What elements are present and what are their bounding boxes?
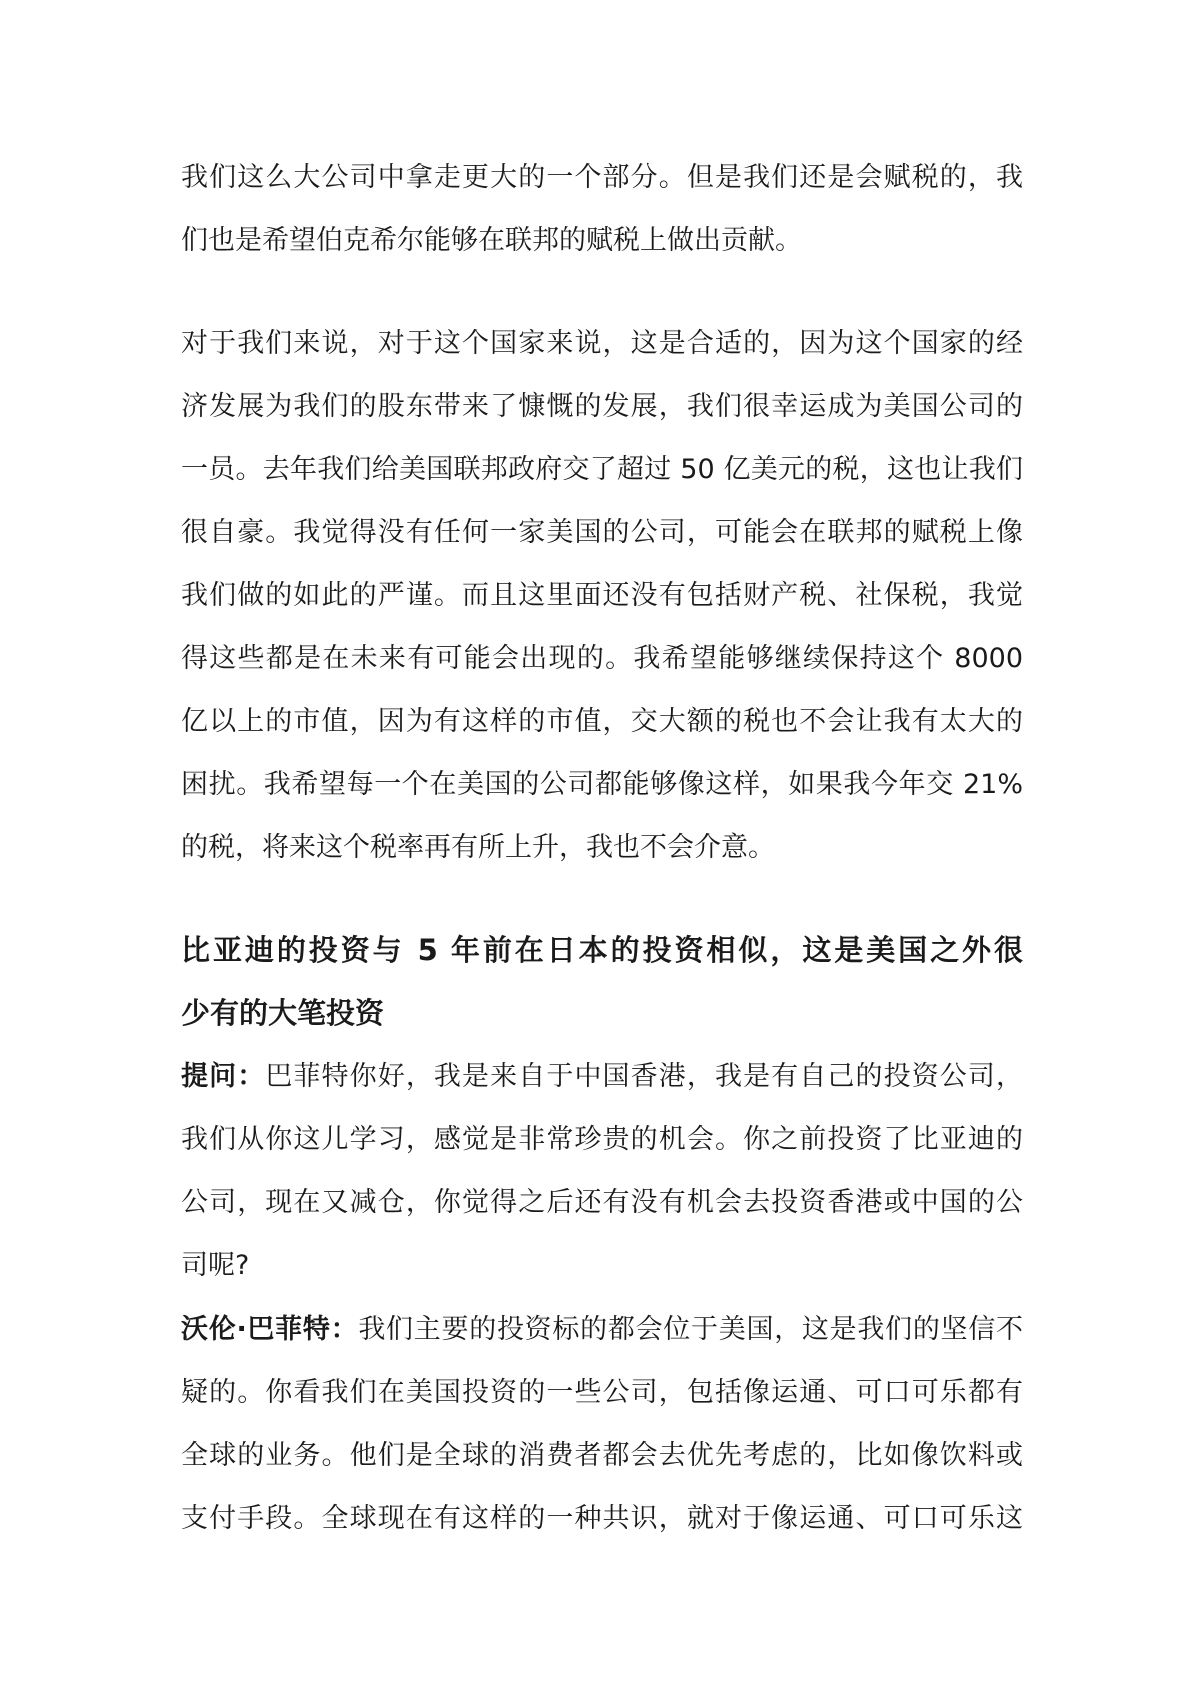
paragraph-line: 困扰。我希望每一个在美国的公司都能够像这样，如果我今年交 21%: [181, 769, 1023, 800]
section-heading: 少有的大笔投资: [181, 996, 385, 1030]
paragraph-line: 的税，将来这个税率再有所上升，我也不会介意。: [181, 832, 775, 863]
answer-line: 疑的。你看我们在美国投资的一些公司，包括像运通、可口可乐都有: [181, 1377, 1023, 1408]
question-line: 司呢?: [181, 1250, 250, 1281]
paragraph-line: 很自豪。我觉得没有任何一家美国的公司，可能会在联邦的赋税上像: [181, 517, 1023, 548]
speaker-label: 沃伦·巴菲特：: [181, 1314, 359, 1345]
question-text: 巴菲特你好，我是来自于中国香港，我是有自己的投资公司，: [265, 1061, 1024, 1092]
paragraph-line: 对于我们来说，对于这个国家来说，这是合适的，因为这个国家的经: [181, 328, 1023, 359]
paragraph-line: 们也是希望伯克希尔能够在联邦的赋税上做出贡献。: [181, 225, 802, 256]
paragraph-line: 我们做的如此的严谨。而且这里面还没有包括财产税、社保税，我觉: [181, 580, 1023, 611]
section-heading: 比亚迪的投资与 5 年前在日本的投资相似，这是美国之外很: [181, 933, 1023, 967]
question-line: 公司，现在又减仓，你觉得之后还有没有机会去投资香港或中国的公: [181, 1187, 1023, 1218]
paragraph-line: 我们这么大公司中拿走更大的一个部分。但是我们还是会赋税的，我: [181, 162, 1023, 193]
answer-line: 支付手段。全球现在有这样的一种共识，就对于像运通、可口可乐这: [181, 1503, 1023, 1534]
paragraph-line: 济发展为我们的股东带来了慷慨的发展，我们很幸运成为美国公司的: [181, 391, 1023, 422]
question-line: 我们从你这儿学习，感觉是非常珍贵的机会。你之前投资了比亚迪的: [181, 1124, 1023, 1155]
paragraph-line: 一员。去年我们给美国联邦政府交了超过 50 亿美元的税，这也让我们: [181, 454, 1023, 485]
answer-text: 我们主要的投资标的都会位于美国，这是我们的坚信不: [358, 1314, 1023, 1345]
speaker-label: 提问：: [181, 1061, 266, 1092]
answer-line: [181, 1310, 1023, 1350]
paragraph-line: 得这些都是在未来有可能会出现的。我希望能够继续保持这个 8000: [181, 643, 1023, 674]
paragraph-line: 亿以上的市值，因为有这样的市值，交大额的税也不会让我有太大的: [181, 706, 1023, 737]
question-line: [181, 1057, 1023, 1097]
answer-line: 全球的业务。他们是全球的消费者都会去优先考虑的，比如像饮料或: [181, 1440, 1023, 1471]
